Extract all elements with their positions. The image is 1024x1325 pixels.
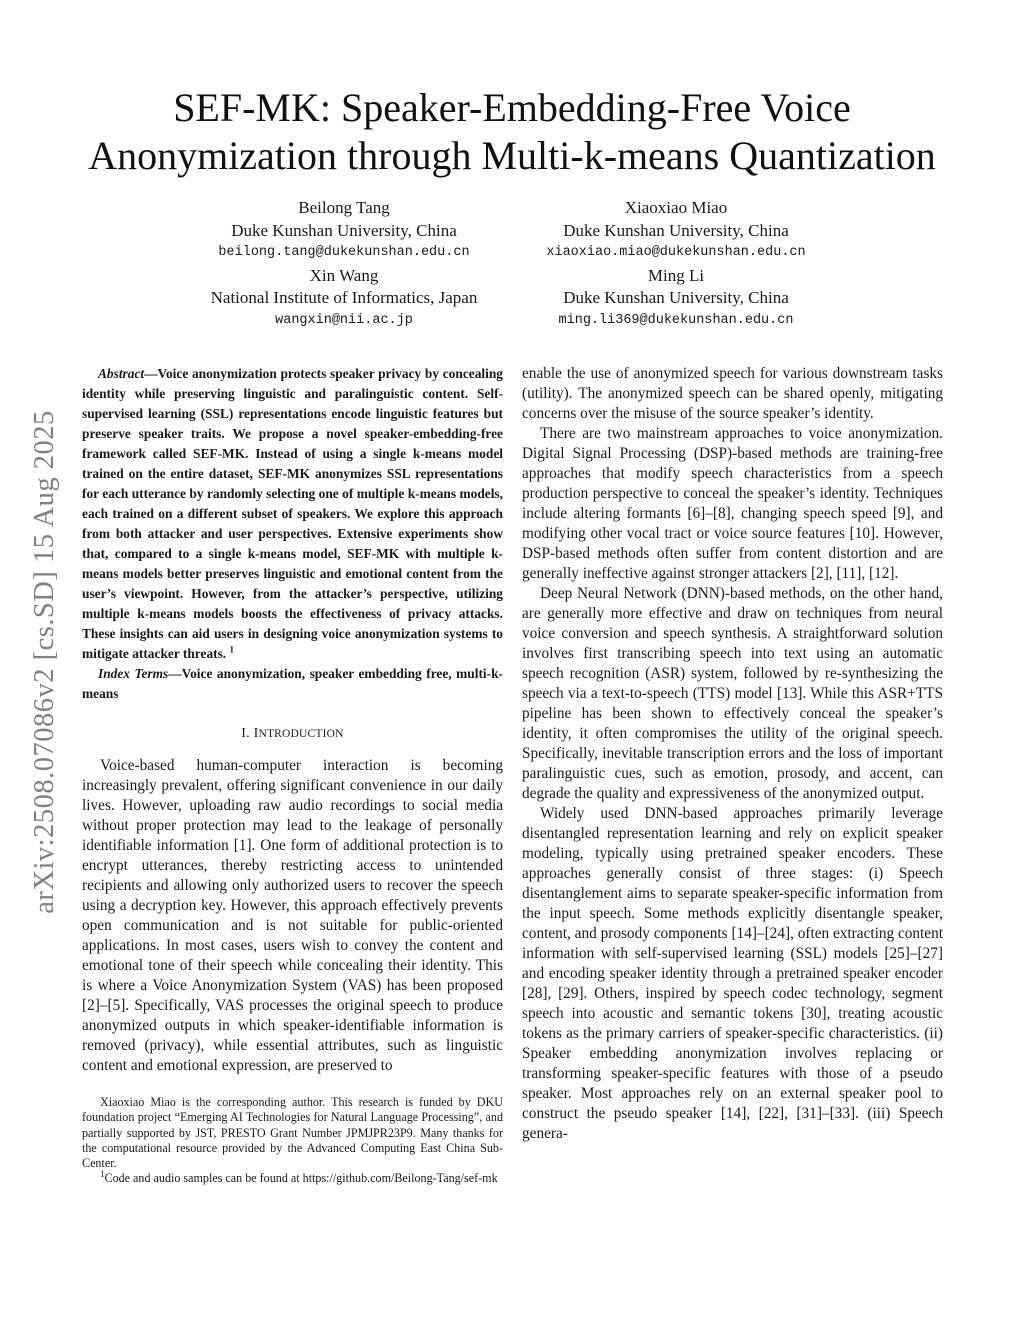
author-affiliation: National Institute of Informatics, Japan bbox=[210, 288, 478, 307]
footnote-code-mark: 1 bbox=[100, 1169, 105, 1180]
title-line-1: SEF-MK: Speaker-Embedding-Free Voice bbox=[173, 85, 851, 130]
title-line-2: Anonymization through Multi-k-means Quantization bbox=[88, 133, 936, 178]
author-name: Xiaoxiao Miao bbox=[624, 198, 728, 217]
author-affiliation: Duke Kunshan University, China bbox=[563, 288, 789, 307]
left-column bbox=[82, 364, 503, 1076]
right-column bbox=[522, 364, 943, 1144]
body-paragraph: enable the use of anonymized speech for various downstream tasks (utility). The anonymized speech can be shared openly, mitigating concerns over the misuse of the source speaker’s identity. bbox=[522, 365, 943, 422]
section-title-rest: NTRODUCTION bbox=[258, 728, 344, 740]
index-terms bbox=[82, 664, 503, 704]
abstract-text: —Voice anonymization protects speaker privacy by concealing identity while preserving linguistic and paralinguistic content. Self-supervised learning (SSL) representations encode linguistic features but preserve speaker traits. We propose a novel speaker-embedding-free framework called SEF-MK. Instead of using a single k-means model trained on the entire dataset, SEF-MK anonymizes SSL representations for each utterance by randomly selecting one of multiple k-means models, each trained on a different subset of speakers. We explore this approach from both attacker and user perspectives. Extensive experiments show that, compared to a single k-means model, SEF-MK with multiple k-means models better preserves linguistic and emotional content from the user’s viewpoint. However, from the attacker’s perspective, utilizing multiple k-means models boosts the effectiveness of privacy attacks. These insights can aid users in designing voice anonymization systems to mitigate attacker threats. bbox=[82, 366, 503, 661]
body-paragraph: There are two mainstream approaches to voice anonymization. Digital Signal Processing (DSP)-based methods are training-free approaches that modify speech characteristics from a speech production perspective to conceal the speaker’s identity. Techniques include altering formants [6]–[8], changing speech speed [9], and modifying other vocal tract or voice source features [10]. However, DSP-based methods often suffer from content distortion and are generally ineffective against stronger attackers [2], [11], [12]. bbox=[522, 425, 943, 582]
abstract-footnote-mark[interactable]: 1 bbox=[229, 644, 235, 655]
author-email[interactable]: ming.li369@dukekunshan.edu.cn bbox=[558, 312, 794, 328]
abstract-label: Abstract bbox=[98, 366, 145, 381]
introduction-text bbox=[82, 756, 503, 1076]
section-number: I. bbox=[241, 726, 250, 741]
arxiv-identifier[interactable]: arXiv:2508.07086v2 [cs.SD] 15 Aug 2025 bbox=[29, 410, 60, 914]
footnote-funding: Xiaoxiao Miao is the corresponding author. This research is funded by DKU foundation project “Emerging AI Technologies for Natural Language Processing”, and partially supported by JST, PRESTO Grant Number JPMJPR23P9. Many thanks for the computational resource provided by the Advanced Computing East China Sub-Center. bbox=[82, 1095, 503, 1171]
author-email[interactable]: wangxin@nii.ac.jp bbox=[275, 312, 413, 328]
footnote-code-text[interactable]: Code and audio samples can be found at https://github.com/Beilong-Tang/sef-mk bbox=[104, 1171, 498, 1186]
section-title-first: I bbox=[253, 726, 259, 741]
index-terms-label: Index Terms bbox=[98, 666, 169, 681]
body-paragraph: Widely used DNN-based approaches primarily leverage disentangled representation learning and rely on explicit speaker modeling, typically using pretrained speaker encoders. These approaches generally consist of three stages: (i) Speech disentanglement aims to separate speaker-specific information from the input speech. Some methods explicitly disentangle speaker, content, and prosody components [14]–[24], often extracting content information with self-supervised learning (SSL) models [25]–[27] and encoding speaker identity through a pretrained speaker encoder [28], [29]. Others, inspired by speech codec technology, segment speech into acoustic and semantic tokens [30], treating acoustic tokens as the primary carriers of speaker-specific characteristics. (ii) Speaker embedding anonymization involves replacing or transforming speaker-specific features with those of a pseudo speaker. Most approaches rely on an external speaker pool to construct the pseudo speaker [14], [22], [31]–[33]. (iii) Speech genera- bbox=[522, 805, 943, 1142]
author-block-2 bbox=[466, 197, 886, 332]
index-terms-text: —Voice anonymization, speaker embedding free, multi-k-means bbox=[82, 666, 504, 701]
author-name: Ming Li bbox=[647, 265, 705, 285]
footnote-code bbox=[82, 1171, 503, 1186]
author-affiliation: Duke Kunshan University, China bbox=[563, 220, 789, 240]
author-affiliation: Duke Kunshan University, China bbox=[231, 220, 457, 240]
abstract bbox=[82, 364, 503, 664]
author-name: Beilong Tang bbox=[298, 198, 390, 217]
section-heading-introduction bbox=[82, 726, 503, 742]
body-paragraph: Voice-based human-computer interaction is becoming increasingly prevalent, offering significant convenience in our daily lives. However, uploading raw audio recordings to social media without proper protection may lead to the leakage of personally identifiable information [1]. One form of additional protection is to encrypt utterances, thereby restricting access to unintended recipients and allowing only authorized users to recover the speech using a decryption key. However, this approach effectively prevents open communication and is not suitable for public-oriented applications. In most cases, users wish to convey the content and emotional tone of their speech while concealing their identity. This is where a Voice Anonymization System (VAS) has been proposed [2]–[5]. Specifically, VAS processes the original speech to produce anonymized outputs in which speaker-identifiable information is removed (privacy), while essential attributes, such as linguistic content and emotional expression, are preserved to bbox=[82, 757, 503, 1074]
author-email[interactable]: xiaoxiao.miao@dukekunshan.edu.cn bbox=[546, 245, 806, 260]
author-email[interactable]: beilong.tang@dukekunshan.edu.cn bbox=[218, 245, 470, 260]
author-name: Xin Wang bbox=[309, 265, 379, 285]
paper-title bbox=[60, 84, 964, 180]
body-paragraph: Deep Neural Network (DNN)-based methods, on the other hand, are generally more effective and draw on techniques from neural voice conversion and speech synthesis. A straightforward solution involves first transcribing speech into text using an automatic speech recognition (ASR) system, followed by re-synthesizing the speech via a text-to-speech (TTS) model [13]. While this ASR+TTS pipeline has been shown to effectively conceal the speaker’s identity, it often compromises the utility of the original speech. Specifically, inevitable transcription errors and the loss of important paralinguistic cues, such as emotion, prosody, and accent, can degrade the quality and expressiveness of the anonymized output. bbox=[522, 585, 943, 802]
footnotes bbox=[82, 1095, 503, 1187]
